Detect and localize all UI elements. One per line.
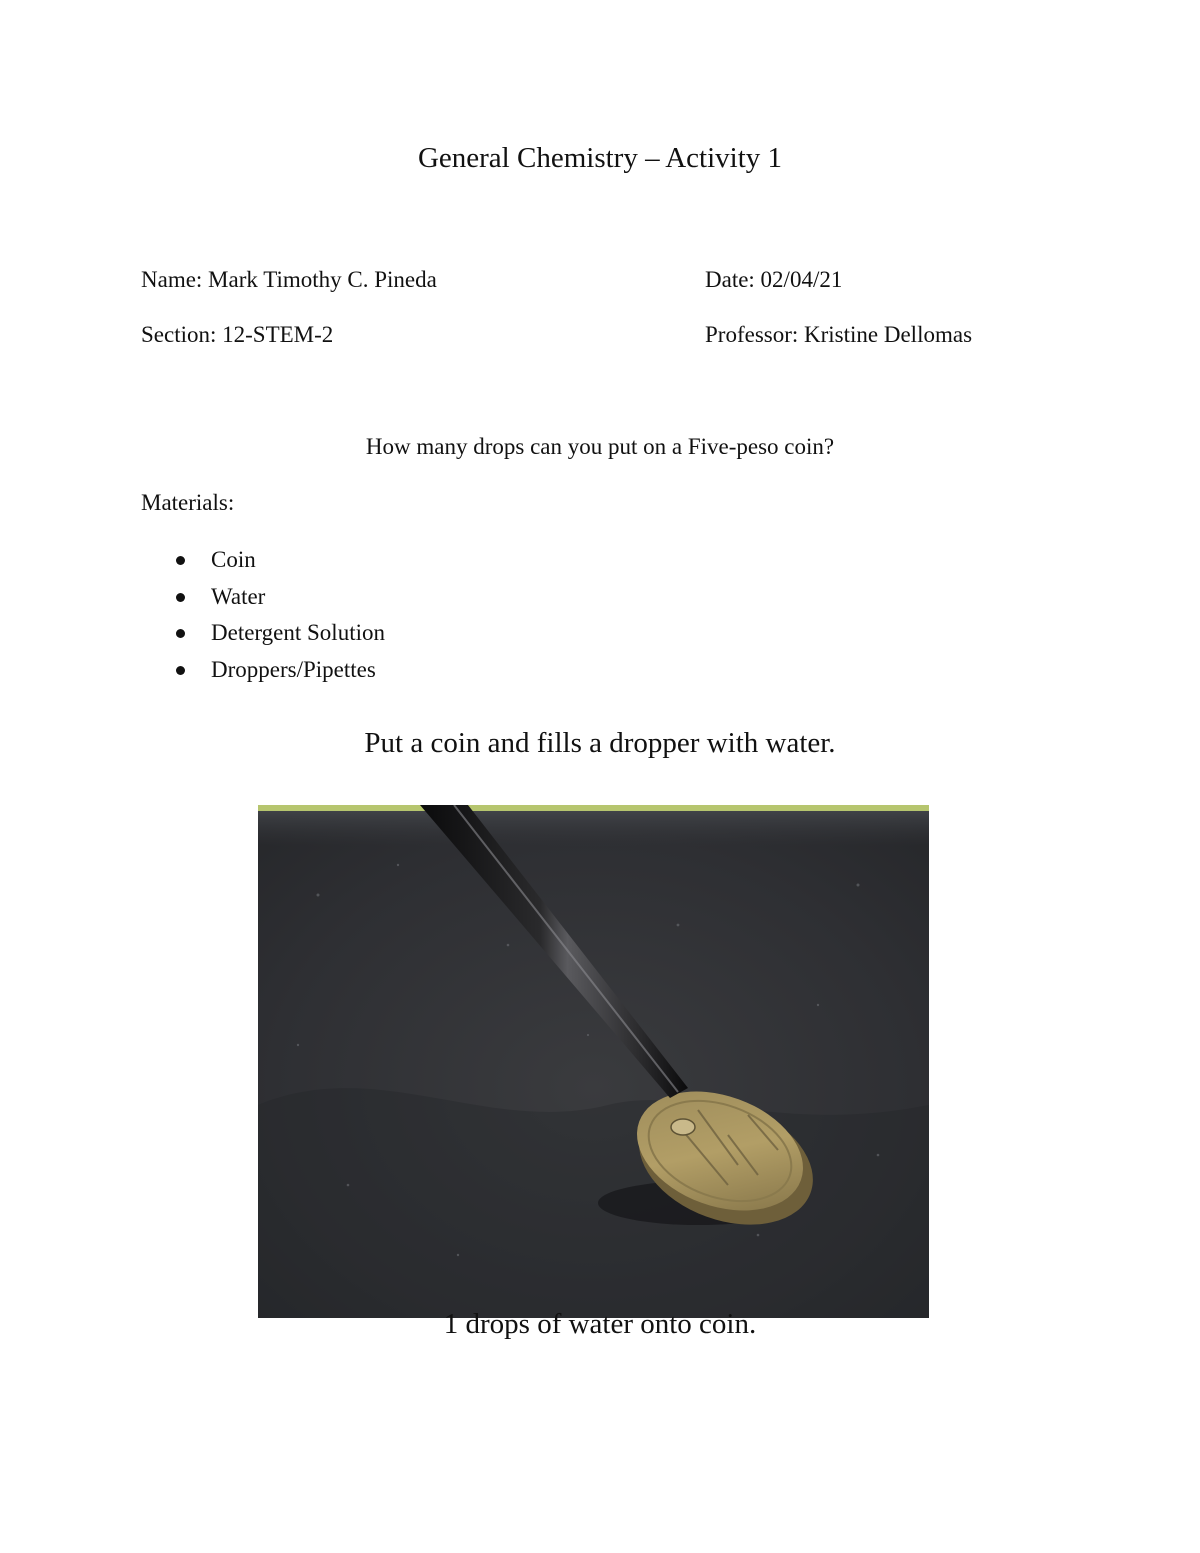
material-detergent: Detergent Solution: [211, 620, 385, 645]
question-heading: How many drops can you put on a Five-peso coin?: [365, 434, 835, 459]
materials-heading: Materials:: [141, 490, 235, 515]
section: Section: 12-STEM-2: [141, 322, 334, 347]
bullet-icon: [176, 593, 185, 602]
material-water: Water: [211, 583, 266, 609]
photo-caption: 1 drops of water onto coin.: [443, 1308, 757, 1340]
list-item: [172, 655, 385, 692]
instruction-text: Put a coin and fills a dropper with water.: [364, 727, 836, 759]
list-item: [172, 618, 385, 655]
date: Date: 02/04/21: [705, 267, 843, 292]
material-droppers: Droppers/Pipettes: [211, 656, 376, 682]
material-coin: Coin: [211, 547, 256, 572]
bullet-icon: [176, 556, 185, 565]
professor: Professor: Kristine Dellomas: [705, 322, 973, 347]
student-name: Name: Mark Timothy C. Pineda: [141, 267, 437, 292]
document-title: General Chemistry – Activity 1: [417, 142, 783, 174]
bullet-icon: [176, 629, 185, 638]
materials-list: [172, 545, 385, 691]
coin-dropper-photo: [258, 805, 929, 1318]
list-item: [172, 582, 385, 619]
bullet-icon: [176, 666, 185, 675]
list-item: [172, 545, 385, 582]
